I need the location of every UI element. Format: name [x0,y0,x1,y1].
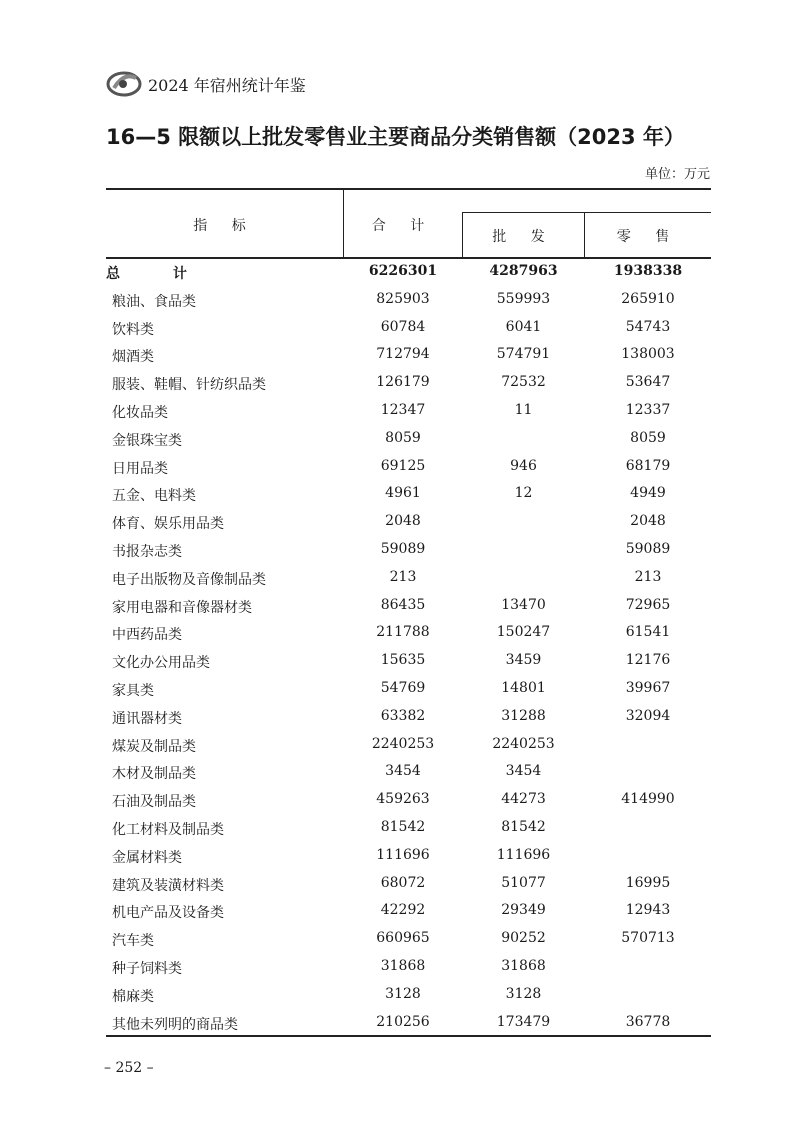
cell-wholesale: 150247 [496,624,551,641]
cell-total: 126179 [376,374,430,391]
page-number: – 252 – [104,1060,154,1076]
cell-total: 63382 [380,707,426,724]
cell-retail: 265910 [621,290,675,307]
row-name: 日用品类 [112,460,168,477]
header-total: 合 计 [371,218,435,234]
table-row [106,649,711,677]
unit-label: 单位：万元 [644,167,710,182]
cell-wholesale: 13470 [501,596,546,613]
cell-wholesale: 3128 [505,985,542,1002]
cell-wholesale: 574791 [496,346,551,363]
table-row [106,594,711,622]
row-name: 金银珠宝类 [112,432,182,449]
table-row [106,1011,711,1039]
table-row [106,899,711,927]
cell-wholesale: 6041 [505,318,542,335]
cell-retail: 12176 [625,652,671,669]
row-name: 通讯器材类 [112,710,182,727]
cell-wholesale: 51077 [501,874,546,891]
cell-total: 660965 [376,930,430,947]
cell-total: 111696 [376,846,430,863]
cell-retail: 4949 [630,485,666,502]
row-name: 粮油、食品类 [112,293,196,310]
row-name: 五金、电料类 [112,488,196,505]
cell-wholesale: 3454 [505,763,542,780]
row-name: 书报杂志类 [112,543,182,560]
row-name: 体育、娱乐用品类 [112,516,224,533]
cell-retail: 53647 [625,374,671,391]
row-name: 电子出版物及音像制品类 [112,571,266,588]
table-row [106,872,711,900]
cell-total: 86435 [380,596,426,613]
cell-retail: 138003 [621,346,675,363]
row-name: 中西药品类 [112,627,182,644]
cell-wholesale: 31868 [501,957,546,974]
cell-wholesale: 90252 [501,930,546,947]
cell-total: 211788 [376,624,430,641]
cell-wholesale: 4287963 [489,263,558,279]
yearbook-logo-icon [106,68,142,98]
table-row [106,316,711,344]
table-row [106,343,711,371]
cell-total: 15635 [380,652,426,669]
cell-retail: 54743 [625,318,671,335]
table-row [106,455,711,483]
table-row [106,788,711,816]
row-name: 总 计 [106,266,211,282]
row-name: 机电产品及设备类 [112,905,224,922]
cell-wholesale: 173479 [496,1013,551,1030]
table-row [106,399,711,427]
table-row [106,566,711,594]
cell-retail: 1938338 [613,263,683,279]
row-name: 其他未列明的商品类 [112,1016,238,1033]
cell-total: 60784 [380,318,426,335]
row-name: 化工材料及制品类 [112,821,224,838]
row-name: 家具类 [112,682,154,699]
cell-wholesale: 2240253 [492,735,555,752]
cell-retail: 12337 [625,401,671,418]
header-wholesale: 批 发 [492,229,555,245]
cell-retail: 2048 [630,513,666,530]
cell-total: 69125 [380,457,426,474]
table-row [106,371,711,399]
cell-wholesale: 72532 [501,374,546,391]
cell-total: 12347 [380,401,426,418]
cell-wholesale: 3459 [505,652,542,669]
cell-retail: 414990 [621,791,675,808]
cell-total: 3128 [385,985,421,1002]
row-name: 种子饲料类 [112,960,182,977]
cell-retail: 213 [634,568,662,585]
cell-wholesale: 946 [510,457,537,474]
row-name: 金属材料类 [112,849,182,866]
cell-wholesale: 559993 [496,290,551,307]
cell-wholesale: 12 [514,485,533,502]
cell-wholesale: 11 [514,401,533,418]
row-name: 建筑及装潢材料类 [112,877,224,894]
row-name: 烟酒类 [112,349,154,366]
cell-total: 2240253 [371,735,435,752]
cell-total: 459263 [376,791,430,808]
cell-retail: 570713 [621,930,675,947]
cell-retail: 16995 [625,874,671,891]
cell-total: 81542 [380,818,426,835]
cell-retail: 12943 [625,902,671,919]
row-name: 服装、鞋帽、针纺织品类 [112,377,266,394]
cell-total: 825903 [376,290,430,307]
table-row [106,760,711,788]
row-name: 汽车类 [112,933,154,950]
table-row [106,482,711,510]
table-row [106,621,711,649]
row-name: 木材及制品类 [112,766,196,783]
cell-total: 3454 [385,763,421,780]
cell-wholesale: 29349 [501,902,546,919]
cell-retail: 72965 [625,596,671,613]
cell-total: 31868 [380,957,426,974]
subheader-rule [462,212,711,213]
table-top-rule [106,188,711,190]
cell-retail: 61541 [625,624,671,641]
cell-wholesale: 111696 [496,846,551,863]
row-name: 石油及制品类 [112,794,196,811]
cell-wholesale: 44273 [501,791,546,808]
cell-total: 59089 [380,540,426,557]
cell-total: 712794 [376,346,430,363]
table-body [106,260,711,1038]
cell-retail: 8059 [630,429,666,446]
table-row [106,816,711,844]
cell-retail: 32094 [625,707,671,724]
cell-total: 4961 [385,485,421,502]
cell-retail: 39967 [625,679,671,696]
table-row [106,427,711,455]
cell-retail: 59089 [625,540,671,557]
cell-retail: 36778 [625,1013,671,1030]
cell-total: 213 [389,568,417,585]
cell-wholesale: 31288 [501,707,546,724]
row-name: 饮料类 [112,321,154,338]
row-name: 文化办公用品类 [112,655,210,672]
cell-total: 68072 [380,874,426,891]
table-row [106,927,711,955]
running-head [106,68,406,98]
row-name: 家用电器和音像器材类 [112,599,252,616]
table-row [106,705,711,733]
row-name: 棉麻类 [112,988,154,1005]
sales-table [106,188,711,1038]
cell-total: 42292 [380,902,426,919]
table-row [106,955,711,983]
page-title: 16—5 限额以上批发零售业主要商品分类销售额（2023 年） [106,125,685,149]
table-row [106,510,711,538]
table-row [106,538,711,566]
running-head-title: 2024 年宿州统计年鉴 [148,76,306,95]
header-retail: 零 售 [616,229,680,245]
cell-total: 2048 [385,513,421,530]
header-bottom-rule [106,257,711,259]
cell-retail: 68179 [625,457,671,474]
table-row-total [106,260,711,288]
header-indicator: 指 标 [193,218,256,234]
table-row [106,844,711,872]
table-row [106,677,711,705]
cell-total: 54769 [380,679,426,696]
cell-wholesale: 81542 [501,818,546,835]
table-row [106,983,711,1011]
cell-wholesale: 14801 [501,679,546,696]
row-name: 煤炭及制品类 [112,738,196,755]
table-row [106,288,711,316]
cell-total: 6226301 [368,263,438,279]
row-name: 化妆品类 [112,404,168,421]
cell-total: 210256 [376,1013,430,1030]
cell-total: 8059 [385,429,421,446]
table-row [106,733,711,761]
